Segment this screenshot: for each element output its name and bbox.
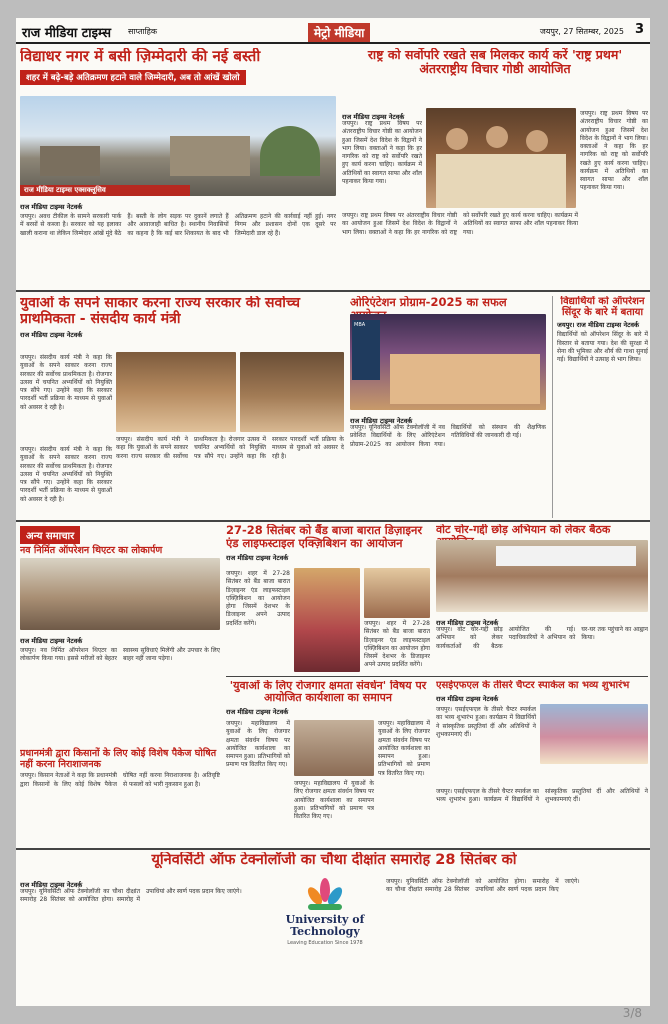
story-photo <box>294 568 360 672</box>
story-photo <box>426 108 576 208</box>
story-photo <box>294 720 374 776</box>
byline: जयपुर। राज मीडिया टाइम्स नेटवर्क <box>557 321 639 330</box>
story-photo <box>540 704 648 764</box>
headline: वोट चोर-गद्दी छोड़ अभियान को लेकर बैठक <box>436 524 611 536</box>
byline: राज मीडिया टाइम्स नेटवर्क <box>20 637 83 645</box>
dateline: जयपुर, 27 सितम्बर, 2025 <box>539 27 624 36</box>
story-body: जयपुर। वोट चोर-गद्दी छोड़ अभियान को लेकर कार्यकर्ताओं की बैठक आयोजित की गई। पदाधिकारियों ने अभियान को घर-घर तक पहुंचाने का आह्वान किया। <box>436 626 648 650</box>
headline: राष्ट्र को सर्वोपरि रखते सब मिलकर कार्य करें 'राष्ट्र प्रथम' अंतरराष्ट्रीय विचार गोष्ठी आयोजित <box>367 48 623 76</box>
section-tab: अन्य समाचार <box>20 526 80 544</box>
page-counter: 3/8 <box>622 1006 642 1020</box>
lotus-icon <box>308 878 342 912</box>
story-rashtra-pratham <box>342 48 648 288</box>
story-photo <box>20 96 336 196</box>
story-body-cont: जयपुर। संसदीय कार्य मंत्री ने कहा कि युवाओं के सपने साकार करना राज्य सरकार की सर्वोच्च प्राथमिकता है। रोजगार उत्सव में चयनित अभ्यर्थियों को नियुक्ति पत्र सौंपे गए। उन्होंने कहा कि सरकार पारदर्शी भर्ती प्रक्रिया के माध्यम से युवाओं को अवसर दे रही है। <box>116 436 344 460</box>
story-sefl-sparkle <box>436 680 648 846</box>
story-body: जयपुर। महाविद्यालय में युवाओं के लिए रोजगार क्षमता संवर्धन विषय पर आयोजित कार्यशाला का समापन हुआ। प्रतिभागियों को प्रमाण पत्र वितरित किए गए। <box>226 720 290 769</box>
section-label: मेट्रो मीडिया <box>308 23 370 42</box>
headline: एसईएफएल के तीसरे चैप्टर स्पार्कल का भव्य शुभारंभ <box>436 680 630 691</box>
story-body-more: जयपुर। महाविद्यालय में युवाओं के लिए रोजगार क्षमता संवर्धन विषय पर आयोजित कार्यशाला का समापन हुआ। प्रतिभागियों को प्रमाण पत्र वितरित किए गए। <box>294 780 374 821</box>
byline: राज मीडिया टाइम्स नेटवर्क <box>20 331 83 340</box>
story-yuva-sapne <box>20 296 344 518</box>
story-body-cont: जयपुर। यूनिवर्सिटी ऑफ टेक्नोलॉजी का चौथा दीक्षांत समारोह 28 सितंबर को आयोजित होगा। समारोह में उपाधियां और स्वर्ण पदक प्रदान किए जाएंगे। <box>386 878 580 894</box>
paper-name: राज मीडिया टाइम्स <box>22 26 112 41</box>
story-operation-sindoor <box>552 296 648 518</box>
headline: यूनिवर्सिटी ऑफ टेक्नोलॉजी का चौथा दीक्षांत समारोह 28 सितंबर को <box>151 852 517 868</box>
divider <box>16 290 650 292</box>
sub-story-body: जयपुर। किसान नेताओं ने कहा कि प्रधानमंत्री द्वारा किसानों के लिए कोई विशेष पैकेज घोषित नहीं करना निराशाजनक है। अतिवृष्टि से फसलों को भारी नुकसान हुआ है। <box>20 772 220 788</box>
headline: विद्याधर नगर में बसी ज़िम्मेदारी की नई बस्ती <box>20 48 261 65</box>
story-body: जयपुर। अवध टीकील के सामने सरकारी पार्क में बरसों से कब्जा है। सरकार को यह इलाका खाली कराना था लेकिन जिम्मेदार आंखें मूंदे बैठे हैं। बस्ती के लोग सड़क पर दुकानें लगाते हैं और आवाजाही बाधित है। स्थानीय निवासियों का कहना है कि कई बार शिकायत के बाद भी अतिक्रमण हटाने की कार्रवाई नहीं हुई। नगर निगम और प्रशासन दोनों एक दूसरे पर जिम्मेदारी डाल रहे हैं। <box>20 213 336 237</box>
story-convocation <box>20 852 648 1002</box>
story-body: विद्यार्थियों को ऑपरेशन सिंदूर के बारे में विस्तार से बताया गया। देश की सुरक्षा में सेना की भूमिका और शौर्य की गाथा सुनाई गई। विद्यार्थियों ने उत्साह से भाग लिया। <box>557 331 648 364</box>
story-anya-samachar <box>20 524 220 846</box>
story-body: जयपुर। यूनिवर्सिटी ऑफ टेक्नोलॉजी में नव प्रवेशित विद्यार्थियों के लिए ओरिएंटेशन प्रोग्राम-2025 का आयोजन किया गया। विद्यार्थियों को संस्थान की शैक्षणिक गतिविधियों की जानकारी दी गई। <box>350 424 546 448</box>
subhead: शहर में बढ़े-बड़े अतिक्रमण हटाने वाले जिम्मेदारी, अब तो आंखें खोलो <box>20 70 246 85</box>
byline: राज मीडिया टाइम्स नेटवर्क <box>350 417 413 425</box>
story-body-cont: जयपुर। शहर में 27-28 सितंबर को बैंड बाजा बारात डिज़ाइनर एंड लाइफस्टाइल एक्ज़िबिशन का आयोजन होगा जिसमें देशभर के डिजाइनर अपने उत्पाद प्रदर्शित करेंगे। <box>364 620 430 669</box>
story-body-cont: जयपुर। एसईएफएल के तीसरे चैप्टर स्पार्कल का भव्य शुभारंभ हुआ। कार्यक्रम में विद्यार्थियों ने सांस्कृतिक प्रस्तुतियां दीं और अतिथियों ने शुभकामनाएं दीं। <box>436 788 648 804</box>
divider <box>16 520 650 522</box>
byline: राज मीडिया टाइम्स नेटवर्क <box>20 881 83 889</box>
headline: नव निर्मित ऑपरेशन थिएटर का लोकार्पण <box>20 545 163 556</box>
headline: 'युवाओं के लिए रोजगार क्षमता संवर्धन' विषय पर आयोजित कार्यशाला का समापन <box>229 680 427 705</box>
byline: राज मीडिया टाइम्स नेटवर्क <box>342 113 405 121</box>
story-body-cont: जयपुर। राष्ट्र प्रथम विषय पर अंतरराष्ट्रीय विचार गोष्ठी का आयोजन हुआ जिसमें देश विदेश के विद्वानों ने भाग लिया। वक्ताओं ने कहा कि हर नागरिक को राष्ट्र को सर्वोपरि रखते हुए कार्य करना चाहिए। कार्यक्रम में अतिथियों का स्वागत साफा और शॉल पहनाकर किया गया। <box>580 110 648 270</box>
masthead <box>16 18 650 44</box>
headline: 27-28 सितंबर को बैंड बाजा बारात डिज़ाइनर एंड लाइफस्टाइल एक्ज़िबिशन का आयोजन <box>226 524 423 550</box>
story-body: जयपुर। राष्ट्र प्रथम विषय पर अंतरराष्ट्रीय विचार गोष्ठी का आयोजन हुआ जिसमें देश विदेश के विद्वानों ने भाग लिया। वक्ताओं ने कहा कि हर नागरिक को राष्ट्र को सर्वोपरि रखते हुए कार्य करना चाहिए। कार्यक्रम में अतिथियों का स्वागत साफा और शॉल पहनाकर किया गया। <box>342 120 422 185</box>
story-photo-2 <box>364 568 430 618</box>
story-body: जयपुर। एसईएफएल के तीसरे चैप्टर स्पार्कल का भव्य शुभारंभ हुआ। कार्यक्रम में विद्यार्थियों ने सांस्कृतिक प्रस्तुतियां दीं और अतिथियों ने शुभकामनाएं दीं। <box>436 706 536 738</box>
headline: ओरिएंटेशन प्रोग्राम-2025 का सफल <box>350 296 507 309</box>
story-orientation <box>350 296 546 518</box>
story-exhibition <box>226 524 430 674</box>
story-karyashala <box>226 680 430 846</box>
story-body-more: जयपुर। राष्ट्र प्रथम विषय पर अंतरराष्ट्रीय विचार गोष्ठी का आयोजन हुआ जिसमें देश विदेश के विद्वानों ने भाग लिया। वक्ताओं ने कहा कि हर नागरिक को राष्ट्र को सर्वोपरि रखते हुए कार्य करना चाहिए। कार्यक्रम में अतिथियों का स्वागत साफा और शॉल पहनाकर किया गया। <box>342 212 578 236</box>
byline: राज मीडिया टाइम्स नेटवर्क <box>436 695 499 704</box>
divider <box>226 676 648 677</box>
logo-name: University of Technology <box>285 913 365 939</box>
story-body-cont: जयपुर। महाविद्यालय में युवाओं के लिए रोजगार क्षमता संवर्धन विषय पर आयोजित कार्यशाला का समापन हुआ। प्रतिभागियों को प्रमाण पत्र वितरित किए गए। <box>378 720 430 777</box>
story-body: जयपुर। संसदीय कार्य मंत्री ने कहा कि युवाओं के सपने साकार करना राज्य सरकार की सर्वोच्च प्राथमिकता है। रोजगार उत्सव में चयनित अभ्यर्थियों को नियुक्ति पत्र सौंपे गए। उन्होंने कहा कि सरकार पारदर्शी भर्ती प्रक्रिया के माध्यम से युवाओं को अवसर दे रही है। <box>20 354 112 411</box>
byline: राज मीडिया टाइम्स नेटवर्क <box>226 707 289 716</box>
photo-caption: राज मीडिया टाइम्स एक्सक्लूसिव <box>20 185 190 196</box>
story-body-more: जयपुर। संसदीय कार्य मंत्री ने कहा कि युवाओं के सपने साकार करना राज्य सरकार की सर्वोच्च प्राथमिकता है। रोजगार उत्सव में चयनित अभ्यर्थियों को नियुक्ति पत्र सौंपे गए। उन्होंने कहा कि सरकार पारदर्शी भर्ती प्रक्रिया के माध्यम से युवाओं को अवसर दे रही है। <box>20 446 112 503</box>
story-photo <box>116 352 236 432</box>
story-photo <box>436 540 648 612</box>
byline: राज मीडिया टाइम्स नेटवर्क <box>436 619 499 627</box>
story-photo <box>20 558 220 630</box>
story-body: जयपुर। नव निर्मित ऑपरेशन थिएटर का लोकार्पण किया गया। इससे मरीजों को बेहतर स्वास्थ्य सुविधाएं मिलेंगी और उपचार के लिए बाहर नहीं जाना पड़ेगा। <box>20 647 220 663</box>
story-photo-2 <box>240 352 344 432</box>
headline: युवाओं के सपने साकार करना राज्य सरकार की सर्वोच्च प्राथमिकता - संसदीय कार्य मंत्री <box>20 296 301 327</box>
byline: राज मीडिया टाइम्स नेटवर्क <box>226 553 289 562</box>
newspaper-page <box>16 18 650 1006</box>
byline: राज मीडिया टाइम्स नेटवर्क <box>20 203 83 211</box>
story-body: जयपुर। यूनिवर्सिटी ऑफ टेक्नोलॉजी का चौथा दीक्षांत समारोह 28 सितंबर को आयोजित होगा। समारोह में उपाधियां और स्वर्ण पदक प्रदान किए जाएंगे। <box>20 888 242 904</box>
university-logo <box>270 876 380 1000</box>
sub-headline: प्रधानमंत्री द्वारा किसानों के लिए कोई विशेष पैकेज घोषित नहीं करना निराशाजनक <box>20 748 217 770</box>
logo-tagline: Leaving Education Since 1978 <box>287 940 363 947</box>
story-vote-chor <box>436 524 648 674</box>
story-vidyadhar-nagar <box>20 48 336 288</box>
edition-label: साप्ताहिक <box>128 27 158 36</box>
page-number: 3 <box>634 22 644 37</box>
story-photo: MBA <box>350 314 546 410</box>
headline: विद्यार्थियों को ऑपरेशन सिंदूर के बारे में बताया <box>560 296 645 319</box>
divider <box>16 848 650 850</box>
story-body: जयपुर। शहर में 27-28 सितंबर को बैंड बाजा बारात डिज़ाइनर एंड लाइफस्टाइल एक्ज़िबिशन का आयोजन होगा जिसमें देशभर के डिजाइनर अपने उत्पाद प्रदर्शित करेंगे। <box>226 570 290 627</box>
